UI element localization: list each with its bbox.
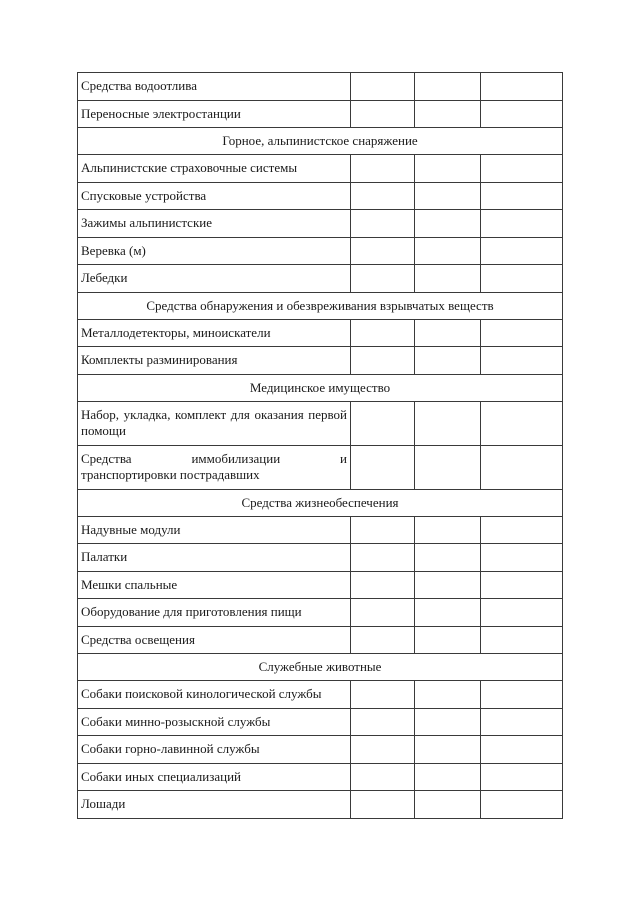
section-header-row	[78, 654, 563, 681]
value-cell	[481, 319, 563, 347]
value-cell	[351, 571, 415, 599]
value-cell	[351, 626, 415, 654]
value-cell	[351, 708, 415, 736]
row-label: Металлодетекторы, миноискатели	[78, 319, 351, 347]
table-row	[78, 791, 563, 819]
table-row	[78, 445, 563, 489]
value-cell	[481, 516, 563, 544]
row-label: Палатки	[78, 544, 351, 572]
table-row	[78, 182, 563, 210]
section-header-row	[78, 128, 563, 155]
value-cell	[481, 544, 563, 572]
value-cell	[415, 681, 481, 709]
section-heading: Средства обнаружения и обезвреживания взрывчатых веществ	[78, 292, 563, 319]
value-cell	[351, 736, 415, 764]
row-label: Альпинистские страховочные системы	[78, 155, 351, 183]
value-cell	[351, 237, 415, 265]
section-heading: Служебные животные	[78, 654, 563, 681]
section-heading: Горное, альпинистское снаряжение	[78, 128, 563, 155]
value-cell	[351, 763, 415, 791]
value-cell	[481, 100, 563, 128]
value-cell	[415, 210, 481, 238]
table-row	[78, 708, 563, 736]
value-cell	[415, 182, 481, 210]
value-cell	[415, 708, 481, 736]
value-cell	[481, 736, 563, 764]
row-label: Средства освещения	[78, 626, 351, 654]
table-row	[78, 626, 563, 654]
value-cell	[415, 516, 481, 544]
table-row	[78, 516, 563, 544]
value-cell	[415, 100, 481, 128]
value-cell	[351, 319, 415, 347]
row-label: Комплекты разминирования	[78, 347, 351, 375]
section-header-row	[78, 374, 563, 401]
value-cell	[415, 73, 481, 101]
value-cell	[351, 681, 415, 709]
value-cell	[481, 681, 563, 709]
section-heading: Средства жизнеобеспечения	[78, 489, 563, 516]
value-cell	[351, 791, 415, 819]
value-cell	[481, 626, 563, 654]
value-cell	[481, 347, 563, 375]
value-cell	[481, 265, 563, 293]
section-header-row	[78, 292, 563, 319]
table-row	[78, 736, 563, 764]
row-label: Зажимы альпинистские	[78, 210, 351, 238]
table-row	[78, 571, 563, 599]
row-label: Лошади	[78, 791, 351, 819]
value-cell	[481, 401, 563, 445]
value-cell	[351, 155, 415, 183]
value-cell	[481, 708, 563, 736]
table-row	[78, 681, 563, 709]
row-label: Оборудование для приготовления пищи	[78, 599, 351, 627]
value-cell	[481, 791, 563, 819]
value-cell	[415, 599, 481, 627]
value-cell	[481, 73, 563, 101]
row-label: Переносные электростанции	[78, 100, 351, 128]
value-cell	[415, 237, 481, 265]
value-cell	[351, 73, 415, 101]
row-label: Собаки минно-розыскной службы	[78, 708, 351, 736]
row-label-word: и	[340, 451, 347, 466]
table-row	[78, 544, 563, 572]
row-label: Веревка (м)	[78, 237, 351, 265]
value-cell	[481, 445, 563, 489]
value-cell	[481, 571, 563, 599]
table-row	[78, 599, 563, 627]
table-row	[78, 210, 563, 238]
value-cell	[481, 237, 563, 265]
value-cell	[415, 736, 481, 764]
table-row	[78, 319, 563, 347]
row-label: Собаки поисковой кинологической службы	[78, 681, 351, 709]
table-row	[78, 401, 563, 445]
value-cell	[415, 626, 481, 654]
row-label-word: иммобилизации	[191, 451, 281, 466]
section-heading: Медицинское имущество	[78, 374, 563, 401]
value-cell	[415, 791, 481, 819]
value-cell	[351, 544, 415, 572]
value-cell	[351, 265, 415, 293]
table-row	[78, 347, 563, 375]
value-cell	[415, 763, 481, 791]
value-cell	[481, 599, 563, 627]
value-cell	[415, 401, 481, 445]
value-cell	[481, 182, 563, 210]
value-cell	[481, 763, 563, 791]
value-cell	[351, 445, 415, 489]
table-row	[78, 763, 563, 791]
value-cell	[415, 155, 481, 183]
value-cell	[481, 155, 563, 183]
row-label-word: Средства	[81, 451, 132, 466]
equipment-table	[77, 72, 563, 819]
value-cell	[351, 182, 415, 210]
table-row	[78, 237, 563, 265]
row-label: Спусковые устройства	[78, 182, 351, 210]
row-label: Надувные модули	[78, 516, 351, 544]
value-cell	[351, 347, 415, 375]
row-label-line-1	[81, 451, 347, 467]
table-row	[78, 155, 563, 183]
value-cell	[351, 401, 415, 445]
section-header-row	[78, 489, 563, 516]
row-label: Средства водоотлива	[78, 73, 351, 101]
value-cell	[415, 445, 481, 489]
table-row	[78, 265, 563, 293]
value-cell	[351, 100, 415, 128]
row-label	[78, 445, 351, 489]
row-label: Набор, укладка, комплект для оказания первой помощи	[78, 401, 351, 445]
row-label: Лебедки	[78, 265, 351, 293]
value-cell	[481, 210, 563, 238]
value-cell	[415, 347, 481, 375]
row-label: Мешки спальные	[78, 571, 351, 599]
row-label: Собаки иных специализаций	[78, 763, 351, 791]
value-cell	[415, 319, 481, 347]
value-cell	[415, 571, 481, 599]
value-cell	[351, 210, 415, 238]
value-cell	[351, 599, 415, 627]
value-cell	[415, 265, 481, 293]
value-cell	[351, 516, 415, 544]
value-cell	[415, 544, 481, 572]
row-label-line-2: транспортировки пострадавших	[81, 467, 260, 482]
table-row	[78, 73, 563, 101]
row-label: Собаки горно-лавинной службы	[78, 736, 351, 764]
table-row	[78, 100, 563, 128]
